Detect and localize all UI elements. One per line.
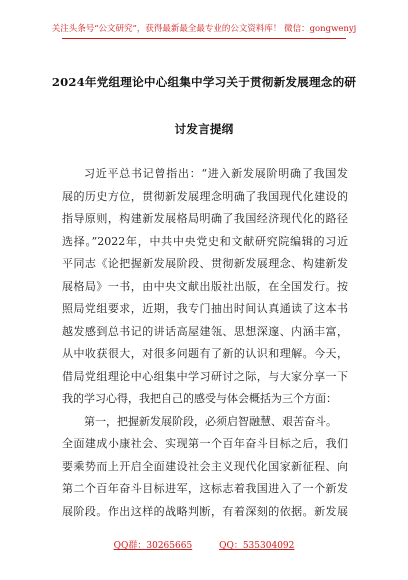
body-line: 要乘势而上开启全面建设社会主义现代化国家新征程、向 xyxy=(62,459,348,473)
body-line: 平同志《论把握新发展阶段、贯彻新发展理念、构建新发 xyxy=(62,257,348,270)
body-text xyxy=(62,163,348,523)
body-line: 展格局》一书，由中央文献出版社出版，在全国发行。按 xyxy=(62,279,348,293)
body-line: 越发感到总书记的讲话高屋建瓴、思想深邃、内涵丰富， xyxy=(62,324,348,338)
document-title-line-2: 讨发言提纲 xyxy=(174,122,234,136)
body-line: 照局党组要求，近期，我专门抽出时间认真通读了这本书 xyxy=(62,302,348,315)
body-line: 指导原则，构建新发展格局明确了我国经济现代化的路径 xyxy=(62,212,348,225)
body-line: 从中收获很大，对很多问题有了新的认识和理解。今天， xyxy=(62,347,348,360)
header-divider xyxy=(62,38,346,39)
body-line: 第二个百年奋斗目标进军，这标志着我国进入了一个新发 xyxy=(62,482,348,495)
body-line: 全面建成小康社会、实现第一个百年奋斗目标之后，我们 xyxy=(62,437,348,450)
body-line: 展阶段。作出这样的战略判断，有着深刻的依据。新发展 xyxy=(62,504,348,518)
body-line: 借局党组理论中心组集中学习研讨之际，与大家分享一下 xyxy=(62,369,348,383)
body-line: 习近平总书记曾指出：“进入新发展阶明确了我国发 xyxy=(84,167,348,180)
footer-qq-group: QQ群：30265665 xyxy=(113,541,193,551)
body-line: 展的历史方位，贯彻新发展理念明确了我国现代化建设的 xyxy=(62,189,348,203)
footer-contact xyxy=(0,538,408,551)
header-note: 关注头条号“公文研究”，获得最新最全最专业的公文资料库！ 微信：gongwenyj xyxy=(51,24,357,34)
body-line: 我的学习心得，我把自己的感受与体会概括为三个方面： xyxy=(62,392,337,405)
body-line: 第一，把握新发展阶段，必须启智融慧、艰苦奋斗。 xyxy=(84,414,337,428)
document-title-line-1: 2024年党组理论中心组集中学习关于贯彻新发展理念的研 xyxy=(51,75,357,89)
body-line: 选择。”2022年，中共中央党史和文献研究院编辑的习近 xyxy=(62,234,348,248)
footer-qq: QQ：535304092 xyxy=(219,541,295,551)
